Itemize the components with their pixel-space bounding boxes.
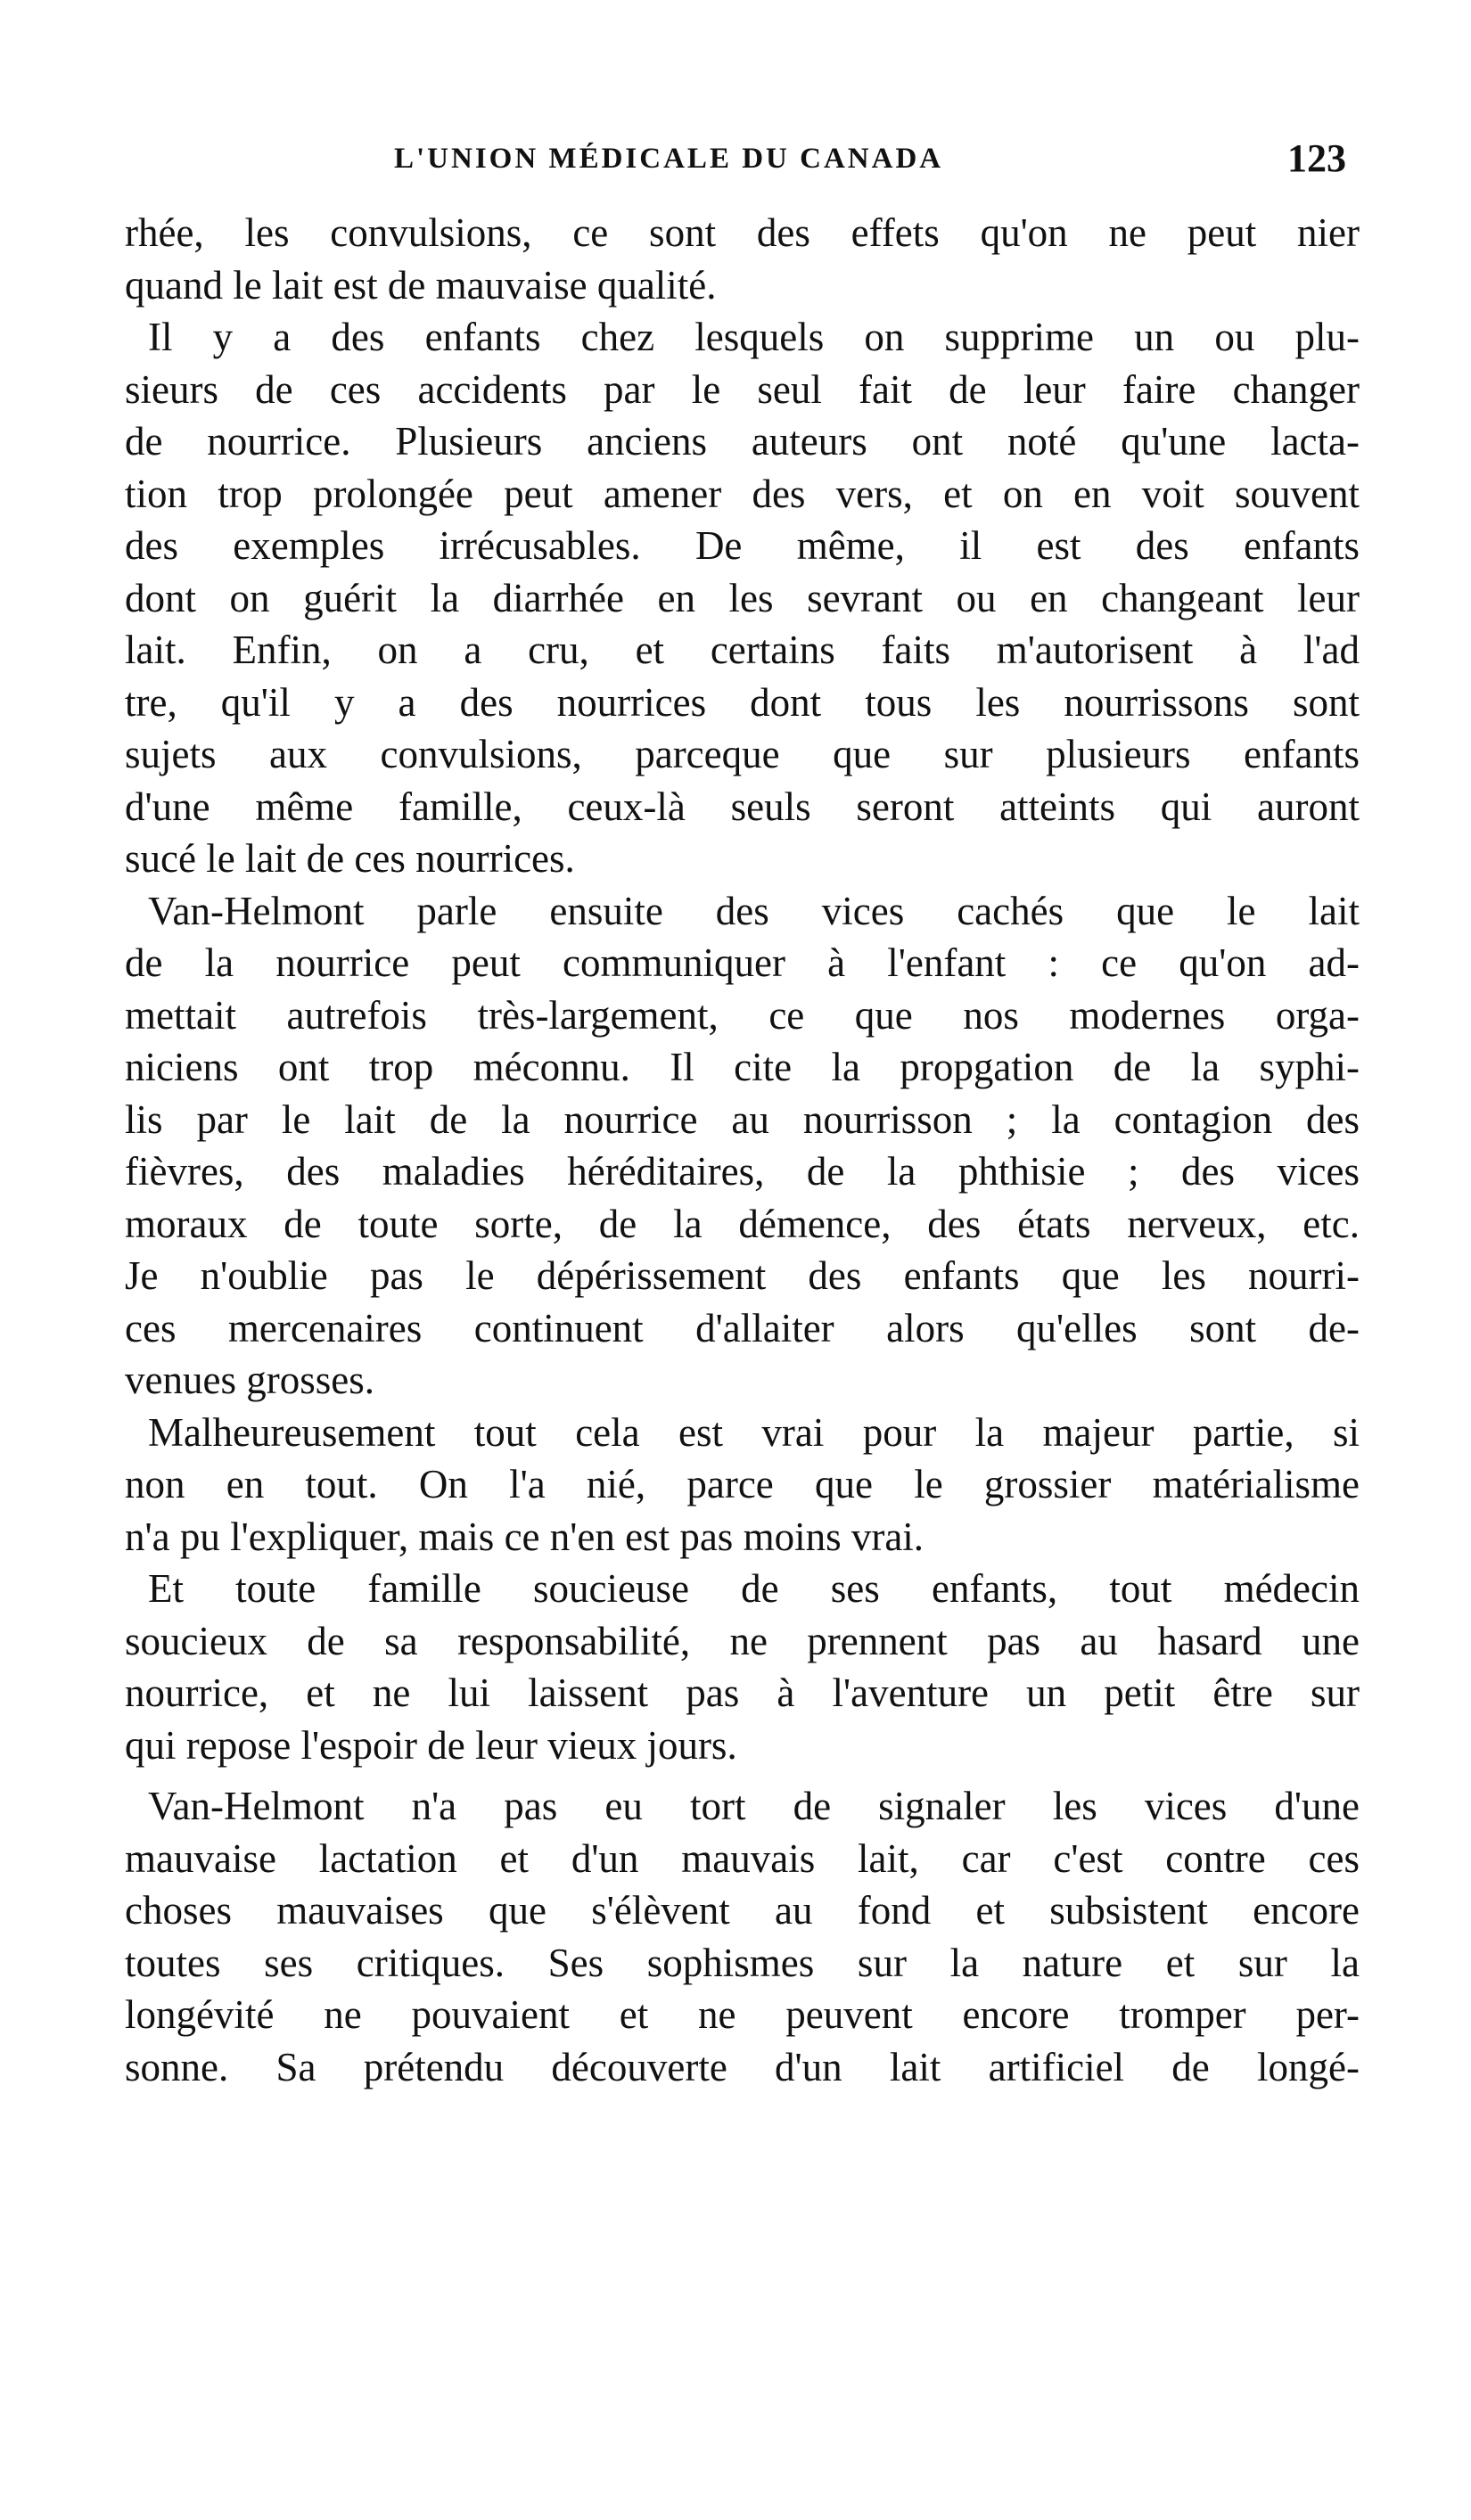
text-line: mettait autrefois très-largement, ce que nos modernes orga- xyxy=(125,992,1360,1038)
text-line: lis par le lait de la nourrice au nourrisson ; la contagion des xyxy=(125,1096,1360,1142)
paragraph xyxy=(125,207,1360,311)
paragraph xyxy=(125,1563,1360,1771)
text-line: tre, qu'il y a des nourrices dont tous les nourrissons sont xyxy=(125,679,1360,725)
text-line: moraux de toute sorte, de la démence, des états nerveux, etc. xyxy=(125,1201,1360,1246)
text-line: Je n'oublie pas le dépérissement des enfants que les nourri- xyxy=(125,1253,1360,1298)
text-line: quand le lait est de mauvaise qualité. xyxy=(125,262,717,308)
text-line: venues grosses. xyxy=(125,1358,374,1402)
text-line: sujets aux convulsions, parceque que sur plusieurs enfants xyxy=(125,732,1360,776)
text-line: Van-Helmont n'a pas eu tort de signaler les vices d'une xyxy=(148,1784,1360,1828)
text-line: non en tout. On l'a nié, parce que le grossier matérialisme xyxy=(125,1462,1360,1506)
text-line: sucé le lait de ces nourrices. xyxy=(125,836,575,881)
body-text xyxy=(125,207,1360,2093)
page-number: 123 xyxy=(1287,136,1346,180)
text-line: mauvaise lactation et d'un mauvais lait, car c'est contre ces xyxy=(125,1835,1360,1881)
text-line: lait. Enfin, on a cru, et certains faits m'autorisent à l'ad xyxy=(125,628,1360,672)
text-line: nourrice, et ne lui laissent pas à l'aventure un petit être sur xyxy=(125,1670,1360,1715)
text-line: Et toute famille soucieuse de ses enfants, tout médecin xyxy=(148,1566,1360,1611)
text-line: Van-Helmont parle ensuite des vices cachés que le lait xyxy=(148,888,1360,933)
paragraph xyxy=(125,885,1360,1407)
paragraph xyxy=(125,311,1360,885)
paragraph xyxy=(125,1780,1360,2093)
text-line: n'a pu l'expliquer, mais ce n'en est pas moins vrai. xyxy=(125,1514,925,1559)
text-line: soucieux de sa responsabilité, ne prennent pas au hasard une xyxy=(125,1618,1360,1663)
text-line: dont on guérit la diarrhée en les sevrant ou en changeant leur xyxy=(125,575,1360,620)
text-line: fièvres, des maladies héréditaires, de la phthisie ; des vices xyxy=(125,1149,1360,1194)
page-header xyxy=(125,132,1355,185)
text-line: niciens ont trop méconnu. Il cite la propgation de la syphi- xyxy=(125,1045,1360,1089)
paragraph-gap xyxy=(125,1771,1360,1780)
text-line: toutes ses critiques. Ses sophismes sur la nature et sur la xyxy=(125,1940,1360,1985)
text-line: Malheureusement tout cela est vrai pour la majeur partie, si xyxy=(148,1409,1360,1455)
text-line: sonne. Sa prétendu découverte d'un lait artificiel de longé- xyxy=(125,2044,1360,2089)
text-line: de la nourrice peut communiquer à l'enfant : ce qu'on ad- xyxy=(125,940,1360,985)
paragraph xyxy=(125,1407,1360,1564)
text-line: Il y a des enfants chez lesquels on supprime un ou plu- xyxy=(148,315,1360,359)
text-line: qui repose l'espoir de leur vieux jours. xyxy=(125,1722,737,1768)
text-line: tion trop prolongée peut amener des vers, et on en voit souvent xyxy=(125,471,1360,516)
running-title: L'UNION MÉDICALE DU CANADA xyxy=(394,143,944,175)
text-line: rhée, les convulsions, ce sont des effets qu'on ne peut nier xyxy=(125,210,1360,255)
text-line: longévité ne pouvaient et ne peuvent encore tromper per- xyxy=(125,1992,1360,2037)
text-line: ces mercenaires continuent d'allaiter alors qu'elles sont de- xyxy=(125,1305,1360,1350)
text-line: des exemples irrécusables. De même, il est des enfants xyxy=(125,523,1360,568)
text-line: de nourrice. Plusieurs anciens auteurs ont noté qu'une lacta- xyxy=(125,419,1360,464)
text-line: choses mauvaises que s'élèvent au fond et subsistent encore xyxy=(125,1888,1360,1933)
text-line: d'une même famille, ceux-là seuls seront atteints qui auront xyxy=(125,784,1360,829)
text-line: sieurs de ces accidents par le seul fait de leur faire changer xyxy=(125,366,1360,412)
